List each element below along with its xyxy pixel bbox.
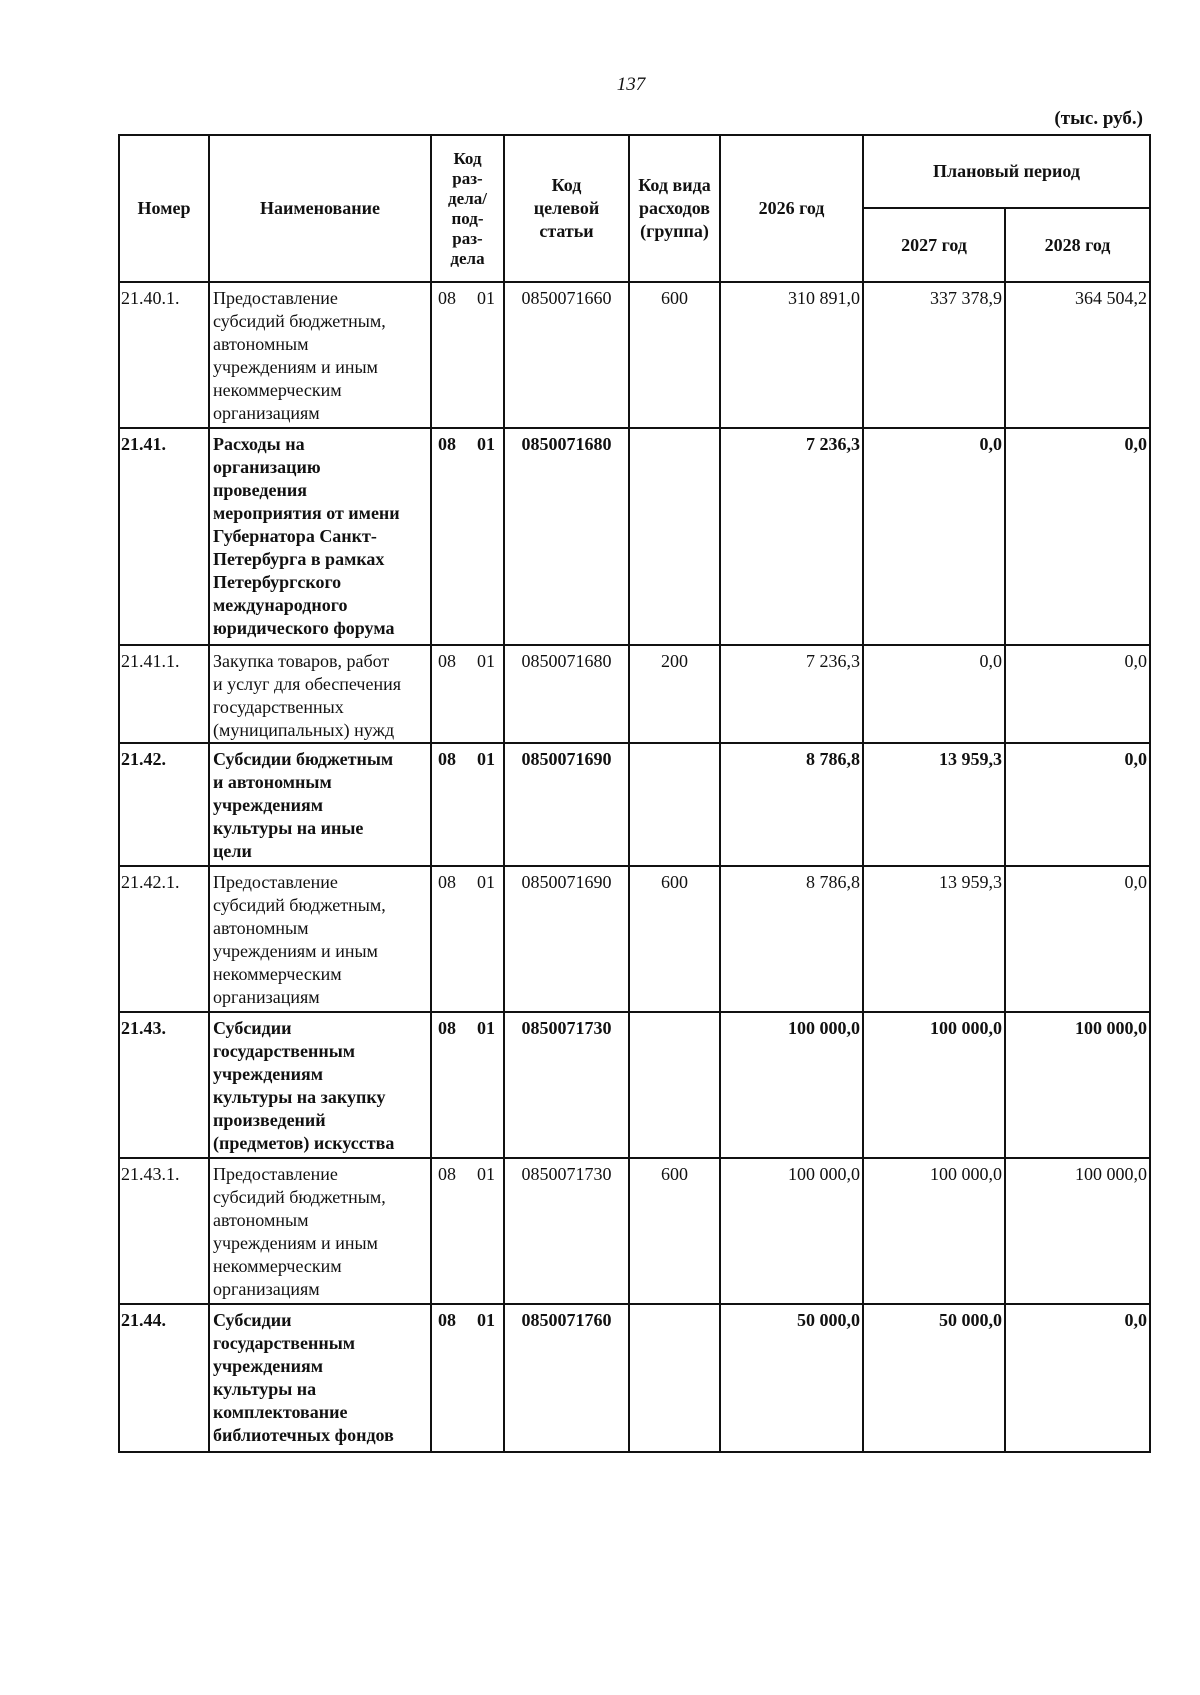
row-name-line: Закупка товаров, работ — [213, 651, 390, 671]
row-name-line: учреждениям и иным — [213, 1233, 378, 1253]
table-body — [119, 282, 1150, 1452]
row-amount-2026: 8 786,8 — [720, 743, 863, 866]
row-name — [209, 1304, 431, 1452]
row-name-line: Петербурга в рамках — [213, 549, 385, 569]
row-number: 21.43.1. — [119, 1158, 209, 1304]
razdel-pair — [434, 650, 501, 673]
row-kod-tselevoy: 0850071680 — [504, 428, 629, 645]
row-number: 21.44. — [119, 1304, 209, 1452]
header-planovy-period: Плановый период — [863, 135, 1150, 208]
row-name-line: мероприятия от имени — [213, 503, 400, 523]
row-name-line: культуры на — [213, 1379, 317, 1399]
row-name-line: культуры на закупку — [213, 1087, 386, 1107]
row-name-line: государственных — [213, 697, 344, 717]
header-kod-vida-line: (группа) — [640, 221, 709, 241]
row-amount-2026: 100 000,0 — [720, 1012, 863, 1158]
razdel-pair — [434, 1309, 501, 1332]
row-amount-2027: 0,0 — [863, 428, 1005, 645]
row-kod-vida: 200 — [629, 645, 720, 743]
row-amount-2027: 13 959,3 — [863, 866, 1005, 1012]
header-row-top — [119, 135, 1150, 208]
page-number: 137 — [616, 74, 646, 95]
row-kod-vida: 600 — [629, 866, 720, 1012]
razdel-pair — [434, 287, 501, 310]
row-kod-vida: 600 — [629, 1158, 720, 1304]
row-amount-2027: 13 959,3 — [863, 743, 1005, 866]
row-razdel — [431, 1304, 504, 1452]
row-amount-2028: 0,0 — [1005, 428, 1150, 645]
row-name-line: Предоставление — [213, 1164, 338, 1184]
row-name-line: учреждениям и иным — [213, 941, 378, 961]
podrazdel-code: 01 — [477, 288, 495, 308]
row-name-line: (муниципальных) нужд — [213, 720, 395, 740]
razdel-code: 08 — [438, 288, 456, 308]
row-name-line: Субсидии бюджетным — [213, 749, 394, 769]
header-kod-razdela — [431, 135, 504, 282]
row-number: 21.42.1. — [119, 866, 209, 1012]
row-kod-vida: 600 — [629, 282, 720, 428]
row-amount-2026: 8 786,8 — [720, 866, 863, 1012]
row-number: 21.40.1. — [119, 282, 209, 428]
razdel-code: 08 — [438, 749, 456, 769]
row-amount-2028: 0,0 — [1005, 645, 1150, 743]
row-name — [209, 1012, 431, 1158]
row-number: 21.41.1. — [119, 645, 209, 743]
row-amount-2028: 100 000,0 — [1005, 1012, 1150, 1158]
podrazdel-code: 01 — [477, 749, 495, 769]
razdel-pair — [434, 871, 501, 894]
row-name — [209, 428, 431, 645]
row-amount-2026: 100 000,0 — [720, 1158, 863, 1304]
table-row — [119, 866, 1150, 1012]
row-name — [209, 866, 431, 1012]
row-name-line: субсидий бюджетным, — [213, 1187, 386, 1207]
row-name-line: некоммерческим — [213, 380, 342, 400]
row-number: 21.41. — [119, 428, 209, 645]
row-name-line: субсидий бюджетным, — [213, 895, 386, 915]
header-kod-tselevoy — [504, 135, 629, 282]
row-kod-tselevoy: 0850071680 — [504, 645, 629, 743]
row-name-line: учреждениям — [213, 795, 324, 815]
header-kod-tselevoy-line: Код — [551, 175, 582, 195]
row-name-line: Субсидии — [213, 1018, 292, 1038]
row-amount-2028: 0,0 — [1005, 1304, 1150, 1452]
row-razdel — [431, 866, 504, 1012]
row-name-line: Предоставление — [213, 288, 338, 308]
units-label: (тыс. руб.) — [1054, 108, 1143, 129]
row-amount-2027: 100 000,0 — [863, 1158, 1005, 1304]
podrazdel-code: 01 — [477, 651, 495, 671]
row-name — [209, 743, 431, 866]
row-name-line: государственным — [213, 1041, 356, 1061]
table-row — [119, 743, 1150, 866]
podrazdel-code: 01 — [477, 1164, 495, 1184]
row-name-line: субсидий бюджетным, — [213, 311, 386, 331]
table-row — [119, 282, 1150, 428]
row-razdel — [431, 743, 504, 866]
row-kod-tselevoy: 0850071730 — [504, 1158, 629, 1304]
row-name-line: государственным — [213, 1333, 356, 1353]
header-kod-vida-line: расходов — [639, 198, 710, 218]
header-kod-razdela-line: раз- — [452, 168, 483, 188]
row-name-line: (предметов) искусства — [213, 1133, 395, 1153]
row-name-line: Расходы на — [213, 434, 305, 454]
header-nomer: Номер — [119, 135, 209, 282]
row-amount-2026: 7 236,3 — [720, 428, 863, 645]
row-amount-2026: 310 891,0 — [720, 282, 863, 428]
header-kod-vida — [629, 135, 720, 282]
row-kod-vida — [629, 428, 720, 645]
row-amount-2028: 0,0 — [1005, 866, 1150, 1012]
razdel-code: 08 — [438, 1018, 456, 1038]
row-razdel — [431, 645, 504, 743]
row-name-line: автономным — [213, 1210, 309, 1230]
row-name-line: культуры на иные — [213, 818, 364, 838]
row-name-line: некоммерческим — [213, 1256, 342, 1276]
podrazdel-code: 01 — [477, 872, 495, 892]
header-2028: 2028 год — [1005, 208, 1150, 282]
header-2026: 2026 год — [720, 135, 863, 282]
row-name-line: библиотечных фондов — [213, 1425, 394, 1445]
header-kod-vida-line: Код вида — [638, 175, 711, 195]
row-kod-vida — [629, 1304, 720, 1452]
row-name — [209, 645, 431, 743]
row-name-line: учреждениям — [213, 1356, 324, 1376]
row-kod-vida — [629, 1012, 720, 1158]
row-kod-tselevoy: 0850071660 — [504, 282, 629, 428]
row-name-line: проведения — [213, 480, 307, 500]
row-name-line: организациям — [213, 1279, 320, 1299]
row-name-line: международного — [213, 595, 348, 615]
row-kod-vida — [629, 743, 720, 866]
row-amount-2026: 50 000,0 — [720, 1304, 863, 1452]
table-row — [119, 428, 1150, 645]
row-razdel — [431, 1012, 504, 1158]
header-kod-razdela-line: Код — [453, 148, 482, 168]
podrazdel-code: 01 — [477, 1018, 495, 1038]
razdel-pair — [434, 748, 501, 771]
row-name-line: Губернатора Санкт- — [213, 526, 377, 546]
row-amount-2027: 100 000,0 — [863, 1012, 1005, 1158]
row-name-line: организациям — [213, 403, 320, 423]
header-naimenovanie: Наименование — [209, 135, 431, 282]
row-amount-2028: 364 504,2 — [1005, 282, 1150, 428]
table-row — [119, 645, 1150, 743]
header-2027: 2027 год — [863, 208, 1005, 282]
row-amount-2027: 50 000,0 — [863, 1304, 1005, 1452]
row-razdel — [431, 1158, 504, 1304]
row-name — [209, 1158, 431, 1304]
row-number: 21.43. — [119, 1012, 209, 1158]
row-name-line: Петербургского — [213, 572, 342, 592]
row-name — [209, 282, 431, 428]
row-name-line: произведений — [213, 1110, 326, 1130]
row-amount-2027: 337 378,9 — [863, 282, 1005, 428]
header-kod-razdela-line: раз- — [452, 228, 483, 248]
row-name-line: автономным — [213, 334, 309, 354]
razdel-pair — [434, 1163, 501, 1186]
row-kod-tselevoy: 0850071690 — [504, 866, 629, 1012]
row-kod-tselevoy: 0850071690 — [504, 743, 629, 866]
razdel-code: 08 — [438, 1164, 456, 1184]
row-name-line: Субсидии — [213, 1310, 292, 1330]
header-kod-razdela-line: под- — [451, 208, 484, 228]
row-razdel — [431, 282, 504, 428]
row-name-line: и автономным — [213, 772, 332, 792]
razdel-code: 08 — [438, 651, 456, 671]
header-kod-razdela-line: дела/ — [448, 188, 487, 208]
row-name-line: комплектование — [213, 1402, 348, 1422]
podrazdel-code: 01 — [477, 434, 495, 454]
row-number: 21.42. — [119, 743, 209, 866]
row-amount-2028: 100 000,0 — [1005, 1158, 1150, 1304]
row-name-line: цели — [213, 841, 252, 861]
row-name-line: Предоставление — [213, 872, 338, 892]
header-kod-razdela-line: дела — [450, 248, 485, 268]
row-name-line: организациям — [213, 987, 320, 1007]
razdel-code: 08 — [438, 434, 456, 454]
razdel-code: 08 — [438, 1310, 456, 1330]
row-name-line: учреждениям — [213, 1064, 324, 1084]
row-razdel — [431, 428, 504, 645]
row-name-line: и услуг для обеспечения — [213, 674, 402, 694]
razdel-code: 08 — [438, 872, 456, 892]
row-name-line: автономным — [213, 918, 309, 938]
row-kod-tselevoy: 0850071760 — [504, 1304, 629, 1452]
row-name-line: некоммерческим — [213, 964, 342, 984]
row-amount-2028: 0,0 — [1005, 743, 1150, 866]
row-name-line: юридического форума — [213, 618, 395, 638]
row-amount-2026: 7 236,3 — [720, 645, 863, 743]
razdel-pair — [434, 1017, 501, 1040]
row-name-line: организацию — [213, 457, 321, 477]
podrazdel-code: 01 — [477, 1310, 495, 1330]
razdel-pair — [434, 433, 501, 456]
table-row — [119, 1304, 1150, 1452]
row-name-line: учреждениям и иным — [213, 357, 378, 377]
table-row — [119, 1012, 1150, 1158]
budget-table — [118, 134, 1151, 1453]
header-kod-tselevoy-line: целевой — [533, 198, 600, 218]
header-kod-tselevoy-line: статьи — [539, 221, 594, 241]
table-row — [119, 1158, 1150, 1304]
row-kod-tselevoy: 0850071730 — [504, 1012, 629, 1158]
row-amount-2027: 0,0 — [863, 645, 1005, 743]
